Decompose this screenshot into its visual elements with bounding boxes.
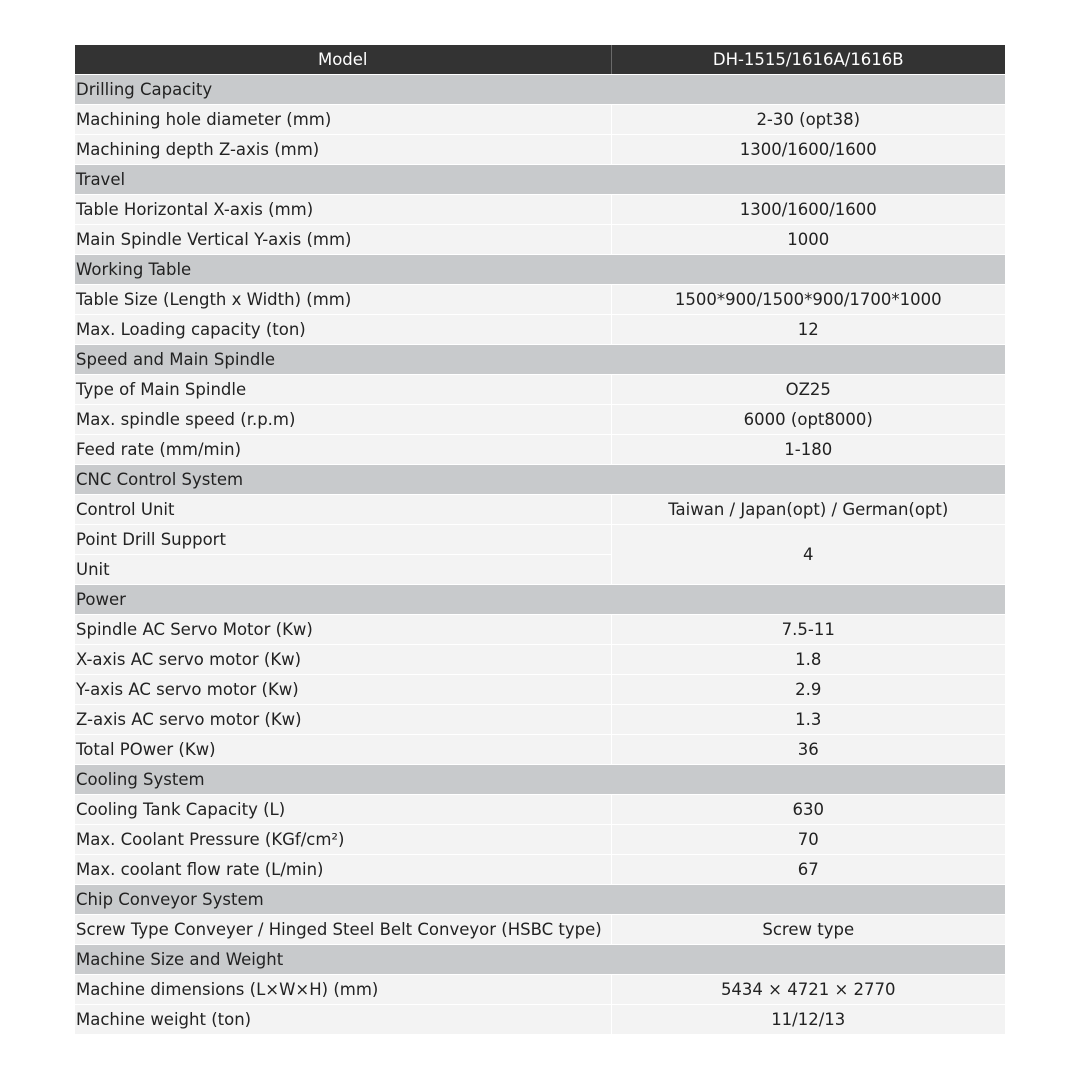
spec-value: 1500*900/1500*900/1700*1000 <box>611 285 1005 315</box>
spec-value: 1.3 <box>611 705 1005 735</box>
table-row <box>75 285 1005 315</box>
spec-label: Screw Type Conveyer / Hinged Steel Belt Conveyor (HSBC type) <box>75 915 611 945</box>
spec-value: 1300/1600/1600 <box>611 135 1005 165</box>
section-row <box>75 345 1005 375</box>
section-row <box>75 75 1005 105</box>
spec-table <box>75 45 1005 1035</box>
section-title: Machine Size and Weight <box>75 945 1005 975</box>
table-row <box>75 855 1005 885</box>
spec-value: 2.9 <box>611 675 1005 705</box>
section-title: Speed and Main Spindle <box>75 345 1005 375</box>
section-row <box>75 165 1005 195</box>
table-row <box>75 615 1005 645</box>
table-row <box>75 405 1005 435</box>
spec-label: Type of Main Spindle <box>75 375 611 405</box>
table-row <box>75 225 1005 255</box>
table-row <box>75 435 1005 465</box>
spec-label: Y-axis AC servo motor (Kw) <box>75 675 611 705</box>
spec-value: 1-180 <box>611 435 1005 465</box>
spec-label: Main Spindle Vertical Y-axis (mm) <box>75 225 611 255</box>
table-row <box>75 705 1005 735</box>
section-row <box>75 765 1005 795</box>
spec-value: 630 <box>611 795 1005 825</box>
table-row <box>75 825 1005 855</box>
section-title: Travel <box>75 165 1005 195</box>
spec-table-body <box>75 45 1005 1035</box>
spec-label: Max. coolant flow rate (L/min) <box>75 855 611 885</box>
spec-value: 1.8 <box>611 645 1005 675</box>
spec-label: Max. spindle speed (r.p.m) <box>75 405 611 435</box>
spec-label: X-axis AC servo motor (Kw) <box>75 645 611 675</box>
spec-label: Table Size (Length x Width) (mm) <box>75 285 611 315</box>
section-row <box>75 255 1005 285</box>
section-title: Cooling System <box>75 765 1005 795</box>
spec-label: Max. Coolant Pressure (KGf/cm²) <box>75 825 611 855</box>
spec-label: Spindle AC Servo Motor (Kw) <box>75 615 611 645</box>
table-row <box>75 975 1005 1005</box>
spec-label: Machine weight (ton) <box>75 1005 611 1035</box>
spec-label: Machine dimensions (L×W×H) (mm) <box>75 975 611 1005</box>
section-title: CNC Control System <box>75 465 1005 495</box>
spec-label: Point Drill Support <box>75 525 611 555</box>
spec-label: Cooling Tank Capacity (L) <box>75 795 611 825</box>
spec-value: 12 <box>611 315 1005 345</box>
spec-value: 36 <box>611 735 1005 765</box>
spec-label: Max. Loading capacity (ton) <box>75 315 611 345</box>
spec-value: 2-30 (opt38) <box>611 105 1005 135</box>
table-row <box>75 525 1005 555</box>
table-row <box>75 915 1005 945</box>
spec-value: 1300/1600/1600 <box>611 195 1005 225</box>
table-header-row <box>75 45 1005 75</box>
spec-value: 67 <box>611 855 1005 885</box>
spec-value: 7.5-11 <box>611 615 1005 645</box>
spec-value: 1000 <box>611 225 1005 255</box>
spec-value: 70 <box>611 825 1005 855</box>
table-row <box>75 135 1005 165</box>
spec-label: Unit <box>75 555 611 585</box>
spec-label: Table Horizontal X-axis (mm) <box>75 195 611 225</box>
table-row <box>75 495 1005 525</box>
table-row <box>75 645 1005 675</box>
spec-label: Control Unit <box>75 495 611 525</box>
table-row <box>75 735 1005 765</box>
spec-value: OZ25 <box>611 375 1005 405</box>
spec-label: Z-axis AC servo motor (Kw) <box>75 705 611 735</box>
spec-value: Screw type <box>611 915 1005 945</box>
spec-value: 11/12/13 <box>611 1005 1005 1035</box>
section-title: Drilling Capacity <box>75 75 1005 105</box>
spec-label: Feed rate (mm/min) <box>75 435 611 465</box>
section-title: Power <box>75 585 1005 615</box>
table-row <box>75 375 1005 405</box>
section-row <box>75 945 1005 975</box>
spec-label: Machining hole diameter (mm) <box>75 105 611 135</box>
section-row <box>75 465 1005 495</box>
section-title: Working Table <box>75 255 1005 285</box>
table-row <box>75 195 1005 225</box>
section-row <box>75 885 1005 915</box>
spec-value: 5434 × 4721 × 2770 <box>611 975 1005 1005</box>
spec-value: Taiwan / Japan(opt) / German(opt) <box>611 495 1005 525</box>
table-row <box>75 315 1005 345</box>
section-title: Chip Conveyor System <box>75 885 1005 915</box>
table-row <box>75 105 1005 135</box>
table-row <box>75 1005 1005 1035</box>
header-model-value: DH-1515/1616A/1616B <box>611 45 1005 75</box>
spec-label: Total POwer (Kw) <box>75 735 611 765</box>
table-row <box>75 795 1005 825</box>
header-label: Model <box>75 45 611 75</box>
table-row <box>75 675 1005 705</box>
spec-value: 6000 (opt8000) <box>611 405 1005 435</box>
spec-label: Machining depth Z-axis (mm) <box>75 135 611 165</box>
spec-value: 4 <box>611 525 1005 585</box>
section-row <box>75 585 1005 615</box>
